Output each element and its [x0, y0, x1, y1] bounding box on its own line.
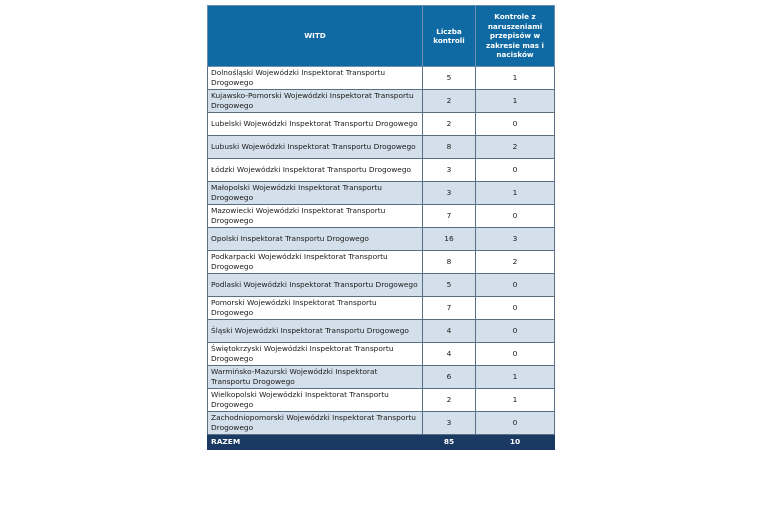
table-row: [208, 159, 555, 182]
cell-witd: Opolski Inspektorat Transportu Drogowego: [208, 228, 423, 251]
cell-naruszenia: 0: [476, 159, 555, 182]
cell-naruszenia: 1: [476, 67, 555, 90]
total-row: [208, 435, 555, 450]
cell-witd: Małopolski Wojewódzki Inspektorat Transportu Drogowego: [208, 182, 423, 205]
table-row: [208, 389, 555, 412]
cell-naruszenia: 1: [476, 389, 555, 412]
cell-liczba-kontroli: 6: [423, 366, 476, 389]
cell-witd: Lubelski Wojewódzki Inspektorat Transportu Drogowego: [208, 113, 423, 136]
cell-witd: Mazowiecki Wojewódzki Inspektorat Transportu Drogowego: [208, 205, 423, 228]
cell-naruszenia: 2: [476, 136, 555, 159]
table-body: [208, 67, 555, 450]
cell-liczba-kontroli: 8: [423, 251, 476, 274]
cell-liczba-kontroli: 3: [423, 412, 476, 435]
cell-liczba-kontroli: 5: [423, 274, 476, 297]
total-label: RAZEM: [208, 435, 423, 450]
cell-witd: Wielkopolski Wojewódzki Inspektorat Transportu Drogowego: [208, 389, 423, 412]
table-row: [208, 205, 555, 228]
table-row: [208, 67, 555, 90]
cell-liczba-kontroli: 16: [423, 228, 476, 251]
cell-naruszenia: 0: [476, 320, 555, 343]
cell-witd: Podkarpacki Wojewódzki Inspektorat Transportu Drogowego: [208, 251, 423, 274]
cell-witd: Łódzki Wojewódzki Inspektorat Transportu Drogowego: [208, 159, 423, 182]
table-row: [208, 136, 555, 159]
cell-liczba-kontroli: 2: [423, 90, 476, 113]
cell-naruszenia: 2: [476, 251, 555, 274]
cell-naruszenia: 0: [476, 113, 555, 136]
cell-liczba-kontroli: 4: [423, 320, 476, 343]
table-row: [208, 320, 555, 343]
table-header-row: [208, 6, 555, 67]
header-liczba-kontroli: Liczba kontroli: [423, 6, 476, 67]
cell-witd: Podlaski Wojewódzki Inspektorat Transportu Drogowego: [208, 274, 423, 297]
cell-liczba-kontroli: 4: [423, 343, 476, 366]
cell-liczba-kontroli: 3: [423, 159, 476, 182]
cell-naruszenia: 0: [476, 343, 555, 366]
total-liczba-kontroli: 85: [423, 435, 476, 450]
cell-naruszenia: 0: [476, 205, 555, 228]
cell-witd: Kujawsko-Pomorski Wojewódzki Inspektorat Transportu Drogowego: [208, 90, 423, 113]
cell-witd: Pomorski Wojewódzki Inspektorat Transportu Drogowego: [208, 297, 423, 320]
inspection-table-container: [207, 5, 554, 450]
table-row: [208, 90, 555, 113]
cell-naruszenia: 0: [476, 297, 555, 320]
cell-liczba-kontroli: 3: [423, 182, 476, 205]
cell-naruszenia: 1: [476, 90, 555, 113]
cell-naruszenia: 3: [476, 228, 555, 251]
cell-witd: Zachodniopomorski Wojewódzki Inspektorat Transportu Drogowego: [208, 412, 423, 435]
cell-witd: Świętokrzyski Wojewódzki Inspektorat Transportu Drogowego: [208, 343, 423, 366]
table-row: [208, 412, 555, 435]
cell-liczba-kontroli: 2: [423, 389, 476, 412]
header-witd: WITD: [208, 6, 423, 67]
table-row: [208, 228, 555, 251]
cell-liczba-kontroli: 5: [423, 67, 476, 90]
cell-liczba-kontroli: 7: [423, 297, 476, 320]
table-row: [208, 251, 555, 274]
table-row: [208, 113, 555, 136]
cell-naruszenia: 0: [476, 274, 555, 297]
inspection-table: [207, 5, 555, 450]
cell-naruszenia: 0: [476, 412, 555, 435]
table-row: [208, 366, 555, 389]
cell-naruszenia: 1: [476, 366, 555, 389]
total-naruszenia: 10: [476, 435, 555, 450]
header-kontrole-z-naruszeniami: Kontrole z naruszeniami przepisów w zakresie mas i nacisków: [476, 6, 555, 67]
cell-witd: Dolnośląski Wojewódzki Inspektorat Transportu Drogowego: [208, 67, 423, 90]
cell-naruszenia: 1: [476, 182, 555, 205]
cell-liczba-kontroli: 7: [423, 205, 476, 228]
cell-witd: Warmińsko-Mazurski Wojewódzki Inspektorat Transportu Drogowego: [208, 366, 423, 389]
cell-witd: Śląski Wojewódzki Inspektorat Transportu Drogowego: [208, 320, 423, 343]
cell-liczba-kontroli: 8: [423, 136, 476, 159]
table-row: [208, 182, 555, 205]
cell-witd: Lubuski Wojewódzki Inspektorat Transportu Drogowego: [208, 136, 423, 159]
table-row: [208, 297, 555, 320]
table-row: [208, 343, 555, 366]
cell-liczba-kontroli: 2: [423, 113, 476, 136]
table-row: [208, 274, 555, 297]
